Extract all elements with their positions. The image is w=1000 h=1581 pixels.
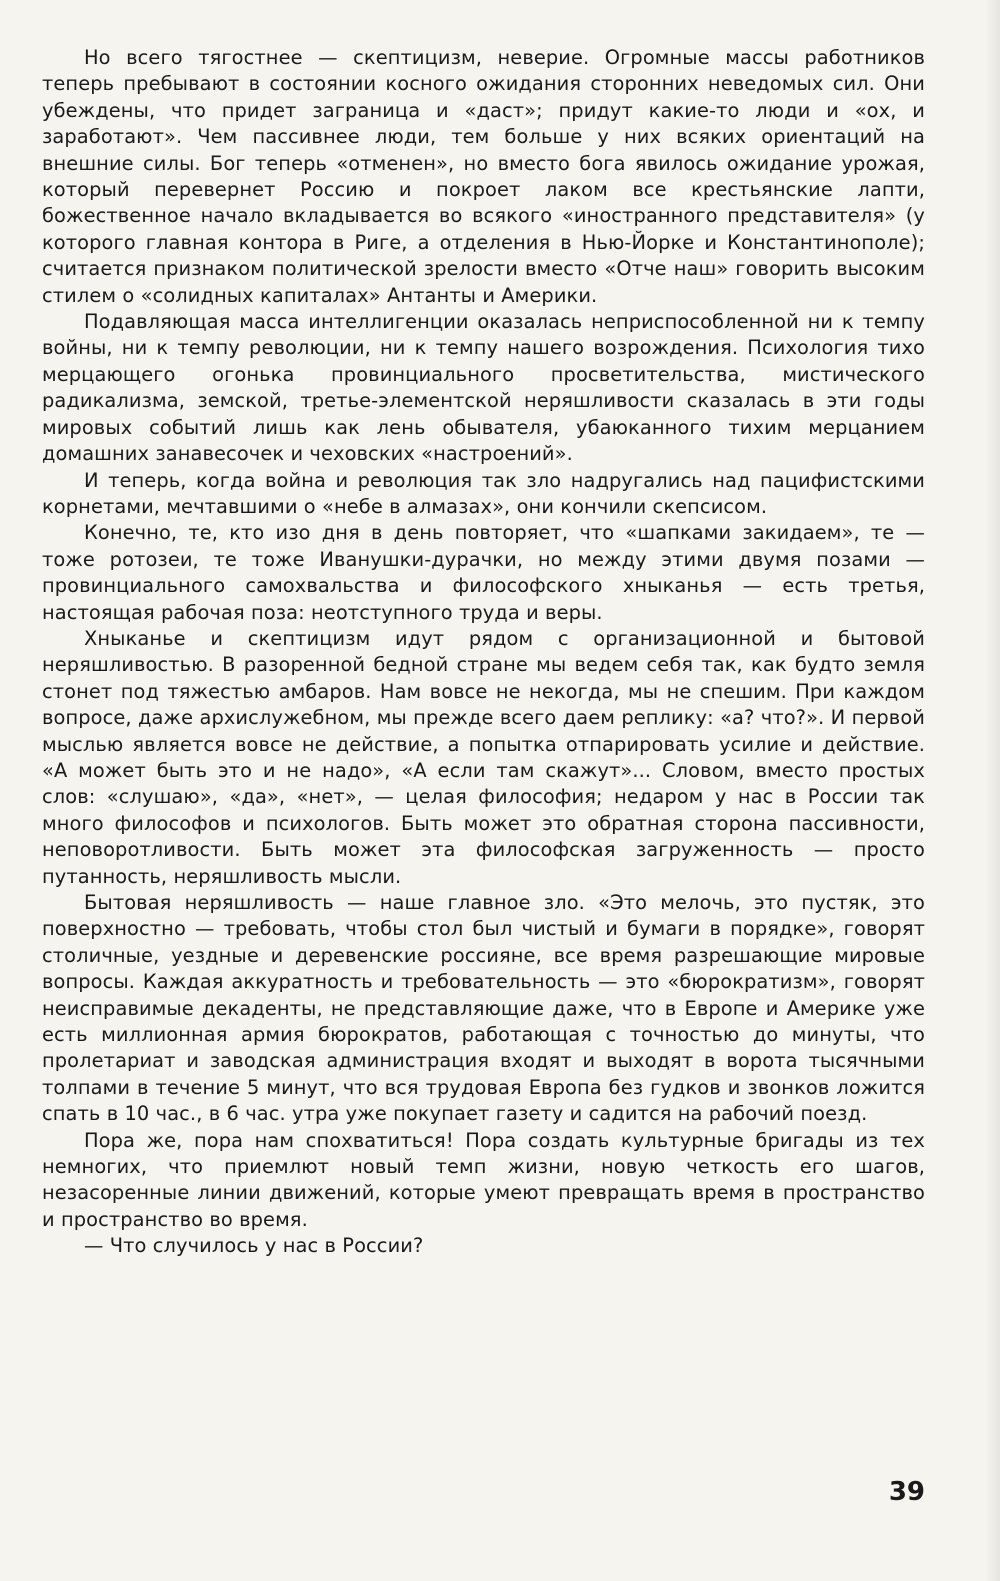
page-edge-shadow <box>986 0 1000 1581</box>
paragraph-dialogue: — Что случилось у нас в России? <box>84 1234 424 1258</box>
paragraph: Конечно, те, кто изо дня в день повторяет, что «шапками закидаем», те — тоже ротозеи, те тоже Иванушки-дурачки, но между этими двумя позами — провинциального самохвальства и философского хныканья — есть третья, настоящая рабочая поза: неотступного труда и веры. <box>42 521 925 624</box>
paragraph: И теперь, когда война и революция так зло надругались над пацифистскими корнетами, мечтавшими о «небе в алмазах», они кончили скепсисом. <box>42 468 925 518</box>
body-text <box>42 45 925 1260</box>
page-number: 39 <box>888 1477 925 1507</box>
paragraph: Бытовая неряшливость — наше главное зло. «Это мелочь, это пустяк, это поверхностно — требовать, чтобы стол был чистый и бумаги в порядке», говорят столичные, уездные и деревенские россияне, все время разрешающие мировые вопросы. Каждая аккуратность и требовательность — это «бюрократизм», говорят неисправимые декаденты, не представляющие даже, что в Европе и Америке уже есть миллионная армия бюрократов, работающая с точностью до минуты, что пролетариат и заводская администрация входят и выходят в ворота тысячными толпами в течение 5 минут, что вся трудовая Европа без гудков и звонков ложится спать в 10 час., в 6 час. утра уже покупает газету и садится на рабочий поезд. <box>42 891 925 1126</box>
paragraph: Пора же, пора нам спохватиться! Пора создать культурные бригады из тех немногих, что приемлют новый темп жизни, новую четкость его шагов, незасоренные линии движений, которые умеют превращать время в пространство и пространство во время. <box>42 1128 925 1231</box>
paragraph: Подавляющая масса интеллигенции оказалась неприспособленной ни к темпу войны, ни к темпу революции, ни к темпу нашего возрождения. Психология тихо мерцающего огонька провинциального просветительства, мистического радикализма, земской, третье-элементской неряшливости сказалась в эти годы мировых событий лишь как лень обывателя, убаюканного тихим мерцанием домашних занавесочек и чеховских «настроений». <box>42 310 925 466</box>
paragraph: Хныканье и скептицизм идут рядом с организационной и бытовой неряшливостью. В разоренной бедной стране мы ведем себя так, как будто земля стонет под тяжестью амбаров. Нам вовсе не некогда, мы не спешим. При каждом вопросе, даже архислужебном, мы прежде всего даем реплику: «а? что?». И первой мыслью является вовсе не действие, а попытка отпарировать усилие и действие. «А может быть это и не надо», «А если там скажут»... Словом, вместо простых слов: «слушаю», «да», «нет», — целая философия; недаром у нас в России так много философов и психологов. Быть может это обратная сторона пассивности, неповоротливости. Быть может эта философская загруженность — просто путанность, неряшливость мысли. <box>42 626 925 888</box>
paragraph: Но всего тягостнее — скептицизм, неверие. Огромные массы работников теперь пребывают в состоянии косного ожидания сторонних неведомых сил. Они убеждены, что придет заграница и «даст»; придут какие-то люди и «ох, и заработают». Чем пассивнее люди, тем больше у них всяких ориентаций на внешние силы. Бог теперь «отменен», но вместо бога явилось ожидание урожая, который перевернет Россию и покроет лаком все крестьянские лапти, божественное начало вкладывается во всякого «иностранного представителя» (у которого главная контора в Риге, а отделения в Нью-Йорке и Константинополе); считается признаком политической зрелости вместо «Отче наш» говорить высоким стилем о «солидных капиталах» Антанты и Америки. <box>42 46 925 307</box>
